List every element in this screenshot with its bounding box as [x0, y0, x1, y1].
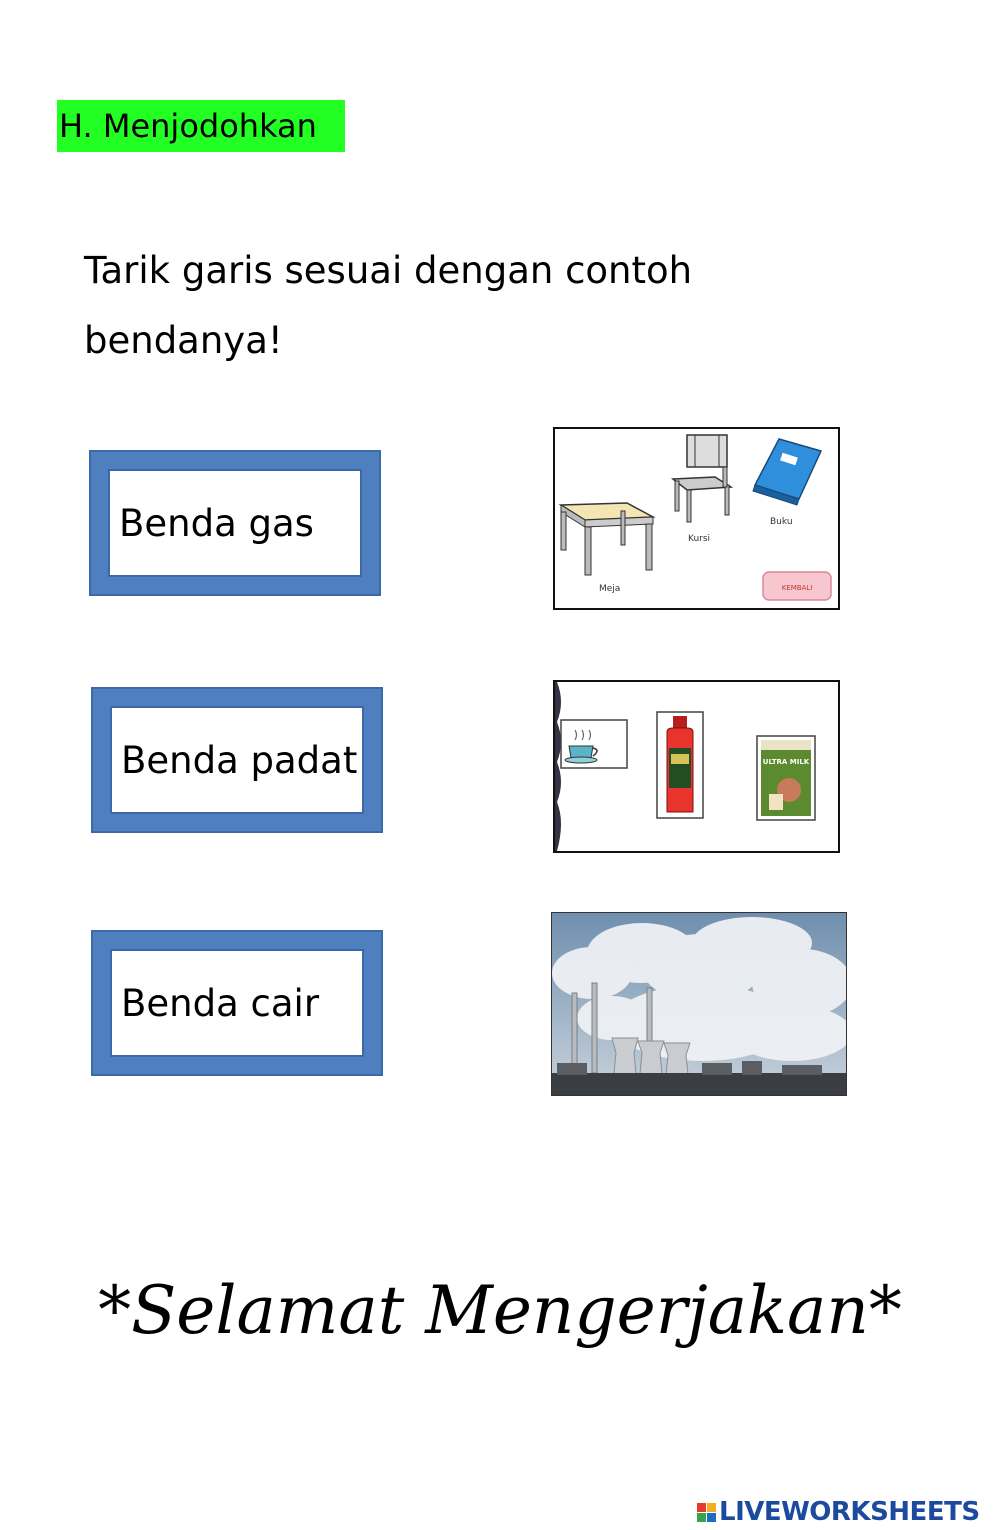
chair-icon: [673, 435, 731, 522]
label-box-cair[interactable]: [91, 930, 383, 1076]
label-box-gas[interactable]: [89, 450, 381, 596]
label-text-gas: Benda gas: [108, 469, 362, 577]
logo-text: LIVEWORKSHEETS: [719, 1497, 980, 1527]
logo-square-green: [697, 1513, 706, 1522]
table-icon: [561, 503, 653, 575]
section-title: H. Menjodohkan: [57, 100, 345, 152]
liquid-objects-picture[interactable]: [553, 680, 840, 853]
logo-mark-icon: [697, 1503, 716, 1522]
solid-objects-picture[interactable]: [553, 427, 840, 610]
wavy-edge: [555, 682, 561, 851]
chair-label: Kursi: [688, 534, 711, 544]
logo-square-blue: [707, 1513, 716, 1522]
label-box-padat[interactable]: [91, 687, 383, 833]
syrup-bottle-icon: [657, 712, 703, 818]
book-label: Buku: [770, 517, 793, 527]
logo-square-red: [697, 1503, 706, 1512]
instruction-text: Tarik garis sesuai dengan contoh bendanya!: [84, 249, 693, 362]
logo-square-yellow: [707, 1503, 716, 1512]
closing-message: *Selamat Mengerjakan*: [98, 1272, 902, 1349]
back-tag-label: KEMBALI: [781, 584, 813, 592]
label-text-padat: Benda padat: [110, 706, 364, 814]
cup-icon: [561, 720, 627, 768]
milk-box-icon: [757, 736, 815, 820]
back-tag-icon[interactable]: [763, 572, 831, 600]
factory-ground: [552, 1073, 846, 1095]
label-text-cair: Benda cair: [110, 949, 364, 1057]
book-icon: [753, 439, 821, 505]
milk-box-label: ULTRA MILK: [762, 758, 810, 766]
gas-objects-picture[interactable]: [551, 912, 847, 1096]
table-label: Meja: [599, 584, 621, 594]
